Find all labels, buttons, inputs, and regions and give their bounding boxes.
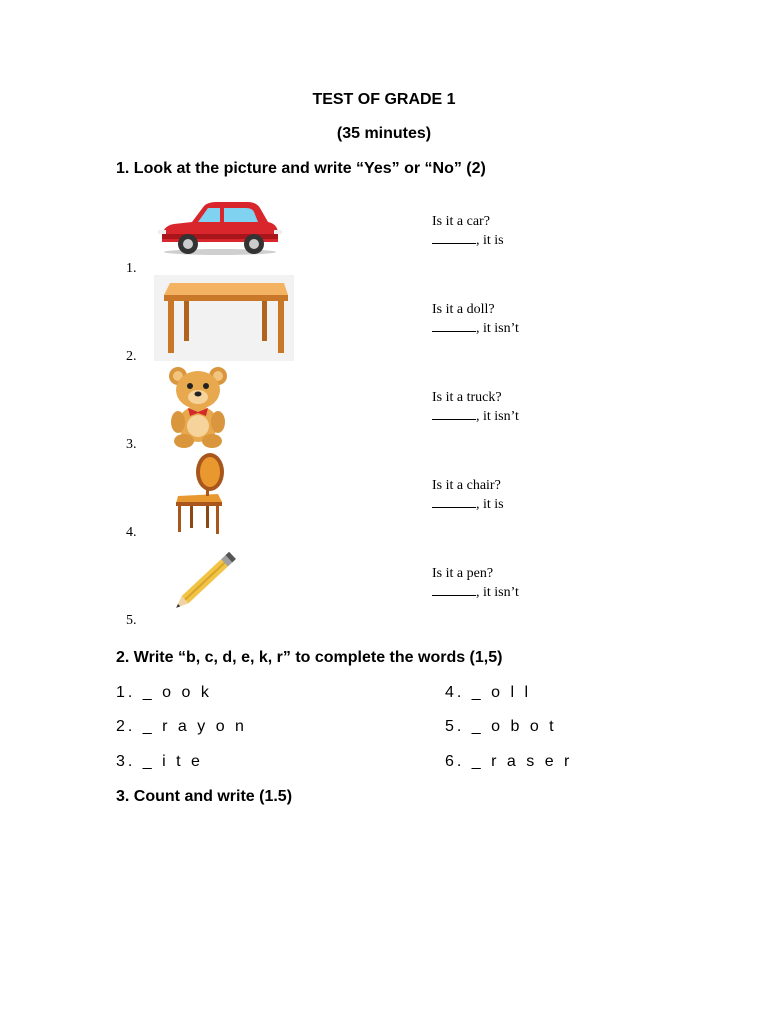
answer-line-4[interactable] <box>432 495 504 514</box>
question-2 <box>432 301 519 338</box>
pencil-icon <box>162 544 246 620</box>
section1-heading: 1. Look at the picture and write “Yes” or “No” (2) <box>116 160 486 177</box>
answer-1-text: , it is <box>476 233 504 248</box>
chair-icon <box>172 452 228 536</box>
section3-heading: 3. Count and write (1.5) <box>116 788 293 805</box>
answer-line-5[interactable] <box>432 583 519 602</box>
answer-blank-1[interactable] <box>432 231 476 244</box>
answer-line-3[interactable] <box>432 407 519 426</box>
answer-blank-2[interactable] <box>432 319 476 332</box>
question-4 <box>432 477 504 514</box>
item-number-3: 3. <box>126 437 137 452</box>
car-icon <box>158 200 282 258</box>
question-1-text: Is it a car? <box>432 214 490 229</box>
answer-blank-5[interactable] <box>432 583 476 596</box>
answer-5-text: , it isn’t <box>476 585 519 600</box>
word-4: 4. _ o l l <box>445 684 532 701</box>
question-4-text: Is it a chair? <box>432 478 501 493</box>
item-number-4: 4. <box>126 525 137 540</box>
answer-4-text: , it is <box>476 497 504 512</box>
answer-line-1[interactable] <box>432 231 504 250</box>
answer-line-2[interactable] <box>432 319 519 338</box>
item-number-1: 1. <box>126 261 137 276</box>
question-3-text: Is it a truck? <box>432 390 502 405</box>
question-3 <box>432 389 519 426</box>
item-number-5: 5. <box>126 613 137 628</box>
question-5 <box>432 565 519 602</box>
word-6: 6. _ r a s e r <box>445 753 573 770</box>
word-1: 1. _ o o k <box>116 684 212 701</box>
teddy-bear-icon <box>166 366 230 448</box>
item-number-2: 2. <box>126 349 137 364</box>
duration-subtitle: (35 minutes) <box>336 125 432 142</box>
word-5: 5. _ o b o t <box>445 718 557 735</box>
question-2-text: Is it a doll? <box>432 302 495 317</box>
answer-blank-4[interactable] <box>432 495 476 508</box>
word-3: 3. _ i t e <box>116 753 203 770</box>
question-5-text: Is it a pen? <box>432 566 494 581</box>
answer-3-text: , it isn’t <box>476 409 519 424</box>
table-icon <box>154 275 294 361</box>
answer-blank-3[interactable] <box>432 407 476 420</box>
question-1 <box>432 213 504 250</box>
section2-heading: 2. Write “b, c, d, e, k, r” to complete the words (1,5) <box>116 649 503 666</box>
page-title: TEST OF GRADE 1 <box>312 91 456 108</box>
word-2: 2. _ r a y o n <box>116 718 247 735</box>
answer-2-text: , it isn’t <box>476 321 519 336</box>
